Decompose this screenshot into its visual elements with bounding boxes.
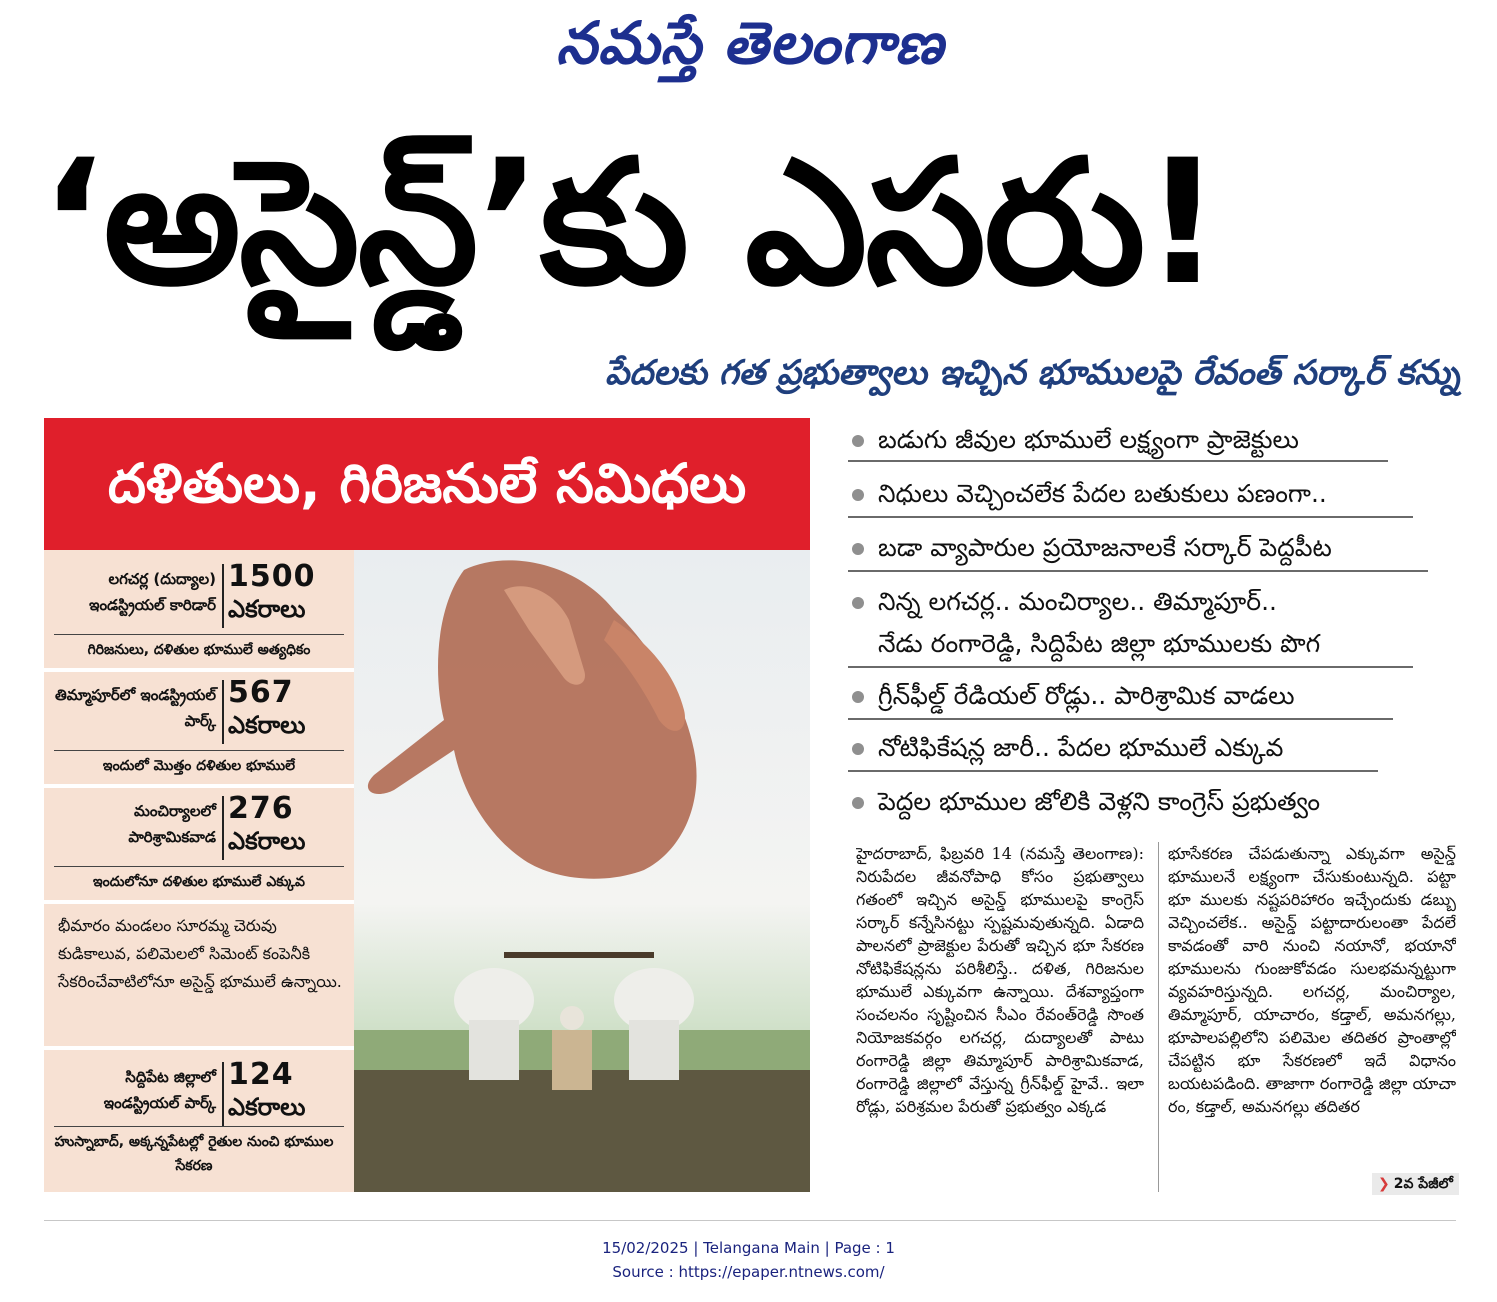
stat-value: 276 xyxy=(228,791,294,826)
bullock-left-legs xyxy=(469,1020,519,1080)
stat-block-3 xyxy=(44,790,354,900)
bullet-dot-icon xyxy=(852,597,864,609)
subheadline: పేదలకు గత ప్రభుత్వాలు ఇచ్చిన భూములపై రేవంత్ సర్కార్ కన్ను xyxy=(605,353,1460,393)
separator xyxy=(44,900,354,904)
stat-row xyxy=(44,558,344,630)
separator xyxy=(44,1046,354,1050)
stat-note: ఇందులో మొత్తం దళితుల భూములే xyxy=(102,758,296,774)
bullet-dot-icon xyxy=(852,797,864,809)
stat-rule xyxy=(54,634,344,635)
bullet-rule xyxy=(848,570,1428,572)
bullet-dot-icon xyxy=(852,691,864,703)
bullet-item xyxy=(848,782,1320,822)
footer-edition-line: 15/02/2025 | Telangana Main | Page : 1 xyxy=(602,1239,895,1257)
stat-block-4 xyxy=(44,1056,354,1192)
continued-link[interactable] xyxy=(1372,1173,1459,1195)
stats-paragraph: భీమారం మండలం సూరమ్మ చెరువు కుడికాలువ, పలిమెలలో సిమెంట్ కంపెనీకి సేకరించేవాటిలోనూ అసైన్డ్ భూములే ఉన్నాయి. xyxy=(58,916,342,991)
farmer-head xyxy=(560,1006,584,1030)
stat-note: హుస్నాబాద్, అక్కన్నపేటల్లో రైతుల నుంచి భూముల సేకరణ xyxy=(54,1134,334,1174)
stat-rule xyxy=(54,866,344,867)
footer-rule xyxy=(44,1220,1456,1221)
bullet-item xyxy=(848,676,1295,716)
bullet-text: బడుగు జీవుల భూములే లక్ష్యంగా ప్రాజెక్టులు xyxy=(878,425,1299,454)
stat-note: గిరిజనులు, దళితుల భూములే అత్యధికం xyxy=(87,642,311,658)
stat-label: సిద్దిపేట జిల్లాలో ఇండస్ట్రియల్ పార్క్ xyxy=(103,1068,216,1112)
column-divider xyxy=(1158,842,1159,1192)
stat-divider xyxy=(222,796,224,860)
hand-and-farmer-photo xyxy=(354,550,810,1192)
separator xyxy=(44,784,354,788)
stat-block-1 xyxy=(44,558,354,668)
stat-label: మంచిర్యాలలో పారిశ్రామికవాడ xyxy=(128,802,216,846)
continued-text: 2వ పేజీలో xyxy=(1393,1176,1453,1192)
photo-illustration xyxy=(354,550,810,1192)
bullet-text: బడా వ్యాపారుల ప్రయోజనాలకే సర్కార్ పెద్దపీట xyxy=(878,533,1332,562)
stat-row xyxy=(44,1056,344,1128)
stat-rule xyxy=(54,750,344,751)
bullet-text: పెద్దల భూముల జోలికి వెళ్లని కాంగ్రెస్ ప్రభుత్వం xyxy=(878,787,1321,816)
stat-label: తిమ్మాపూర్‌లో ఇండస్ట్రియల్ పార్క్ xyxy=(55,686,216,730)
stat-rule xyxy=(54,1126,344,1127)
bullet-rule xyxy=(848,718,1393,720)
stat-row xyxy=(44,790,344,862)
bullet-dot-icon xyxy=(852,743,864,755)
article-column-2: భూసేకరణ చేపడుతున్నా ఎక్కువగా అసైన్డ్ భూములనే లక్ష్యంగా చేసుకుంటున్నది. పట్టా భూ ములకు నష్టపరిహారం ఇచ్చేందుకు డబ్బు వెచ్చించలేక.. అసైన్డ్ పట్టాదారులంతా పేదలే కావడంతో వారి నుంచి నయానో, భయానో భూములను గుంజుకోవడం సులభమన్నట్టుగా వ్యవహరిస్తున్నది. లగచర్ల, మంచిర్యాల, తిమ్మాపూర్, యాచారం, కడ్తాల్, అమనగల్లు, భూపాలపల్లిలోని పలిమెల తదితర ప్రాంతాల్లో చేపట్టిన భూ సేకరణలో ఇదే విధానం బయటపడింది. తాజాగా రంగారెడ్డి జిల్లా యాచా రం, కడ్తాల్, అమనగల్లు తదితర xyxy=(1168,844,1456,1116)
masthead: నమస్తే తెలంగాణ xyxy=(556,9,944,77)
stat-divider xyxy=(222,1062,224,1126)
bullet-item xyxy=(848,420,1299,460)
stat-value: 1500 xyxy=(228,559,316,594)
stat-unit: ఎకరాలు xyxy=(228,595,306,623)
stat-divider xyxy=(222,680,224,744)
bullet-text: నిన్న లగచర్ల.. మంచిర్యాల.. తిమ్మాపూర్.. xyxy=(878,587,1277,616)
stat-row xyxy=(44,674,344,746)
stat-value: 124 xyxy=(228,1057,294,1092)
red-banner: దళితులు, గిరిజనులే సమిధలు xyxy=(44,418,810,550)
bullet-text: నిధులు వెచ్చించలేక పేదల బతుకులు పణంగా.. xyxy=(878,479,1327,508)
stat-unit: ఎకరాలు xyxy=(228,711,306,739)
separator xyxy=(44,668,354,672)
bullet-dot-icon xyxy=(852,435,864,447)
farmer-body xyxy=(552,1030,592,1090)
bullet-dot-icon xyxy=(852,543,864,555)
bullet-text: గ్రీన్‌ఫీల్డ్ రేడియల్ రోడ్లు.. పారిశ్రామిక వాడలు xyxy=(878,681,1295,710)
headline: ‘అసైన్డ్’కు ఎసరు! xyxy=(40,122,1220,323)
stat-unit: ఎకరాలు xyxy=(228,1093,306,1121)
bullet-rule xyxy=(848,516,1413,518)
stat-value: 567 xyxy=(228,675,294,710)
continued-arrow-icon: ❯ xyxy=(1378,1176,1390,1192)
stats-panel xyxy=(44,550,354,1192)
stat-block-2 xyxy=(44,674,354,784)
bullet-item xyxy=(848,528,1332,568)
bullet-rule xyxy=(848,666,1413,668)
stat-unit: ఎకరాలు xyxy=(228,827,306,855)
bullet-dot-icon xyxy=(852,489,864,501)
bullock-right-legs xyxy=(629,1020,679,1080)
article-column-1: హైదరాబాద్, ఫిబ్రవరి 14 (నమస్తే తెలంగాణ): నిరుపేదల జీవనోపాధి కోసం ప్రభుత్వాలు గతంలో ఇచ్చిన అసైన్డ్ భూములపై కాంగ్రెస్ సర్కార్ కన్నేసినట్టు స్పష్టమవుతున్నది. ఏడాది పాలనలో ప్రాజెక్టుల పేరుతో ఇచ్చిన భూ సేకరణ నోటిఫికేషన్లను పరిశీలిస్తే.. దళిత, గిరిజనుల భూములే ఎక్కువగా ఉన్నాయి. దేశవ్యాప్తంగా సంచలనం సృష్టించిన సీఎం రేవంత్‌రెడ్డి సొంత నియోజకవర్గం లగచర్ల, దుద్యాలతో పాటు రంగారెడ్డి జిల్లా తిమ్మాపూర్ పారిశ్రామికవాడ, రంగారెడ్డి జిల్లాలో వేస్తున్న గ్రీన్‌ఫీల్డ్ హైవే.. ఇలా రోడ్లు, పరిశ్రమల పేరుతో ప్రభుత్వం ఎక్కడ xyxy=(856,844,1144,1116)
footer-source-line: Source : https://epaper.ntnews.com/ xyxy=(612,1263,885,1281)
bullet-item xyxy=(848,728,1283,768)
bullet-text: నేడు రంగారెడ్డి, సిద్దిపేట జిల్లా భూములకు పొగ xyxy=(878,629,1321,658)
bullet-item xyxy=(848,582,1277,622)
bullet-text: నోటిఫికేషన్ల జారీ.. పేదల భూములే ఎక్కువ xyxy=(878,733,1284,762)
bullet-item xyxy=(878,624,1320,664)
bullet-rule xyxy=(848,460,1388,462)
yoke xyxy=(504,952,654,958)
stat-label: లగచర్ల (దుద్యాల) ఇండస్ట్రియల్ కారిడార్ xyxy=(89,570,216,614)
stat-divider xyxy=(222,564,224,628)
stat-note: ఇందులోనూ దళితుల భూములే ఎక్కువ xyxy=(93,874,305,890)
bullet-item xyxy=(848,474,1327,514)
bullet-rule xyxy=(848,770,1378,772)
